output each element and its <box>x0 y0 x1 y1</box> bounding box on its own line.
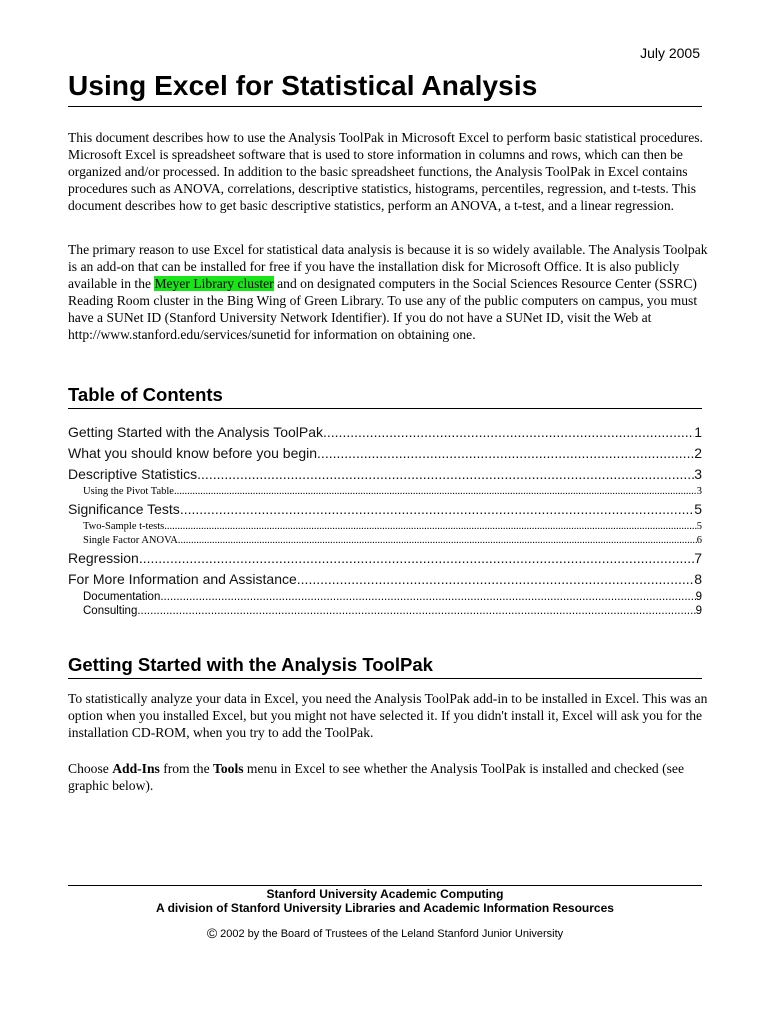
copyright-icon: © <box>206 925 218 941</box>
document-title: Using Excel for Statistical Analysis <box>68 70 538 101</box>
footer-rule <box>68 885 702 886</box>
footer-copyright <box>68 925 702 942</box>
getting-started-paragraph-2: Choose Add-Ins from the Tools menu in Excel to see whether the Analysis ToolPak is installed and checked (see graphic below). <box>68 761 684 793</box>
copyright-text: 2002 by the Board of Trustees of the Leland Stanford Junior University <box>220 928 564 940</box>
toc-entry-what-to-know[interactable]: What you should know before you begin ..... 2 <box>68 443 702 464</box>
intro-paragraph-1: This document describes how to use the Analysis ToolPak in Microsoft Excel to perform basic statistical procedures. Microsoft Excel is spreadsheet software that is used to store information in columns and rows, which can then be organized and/or processed. In addition to the basic spreadsheet functions, the Analysis ToolPak in Excel contains procedures such as ANOVA, correlations, descriptive statistics, histograms, percentiles, regression, and t-tests. This document describes how to get basic descriptive statistics, perform an ANOVA, a t-test, and a linear regression. <box>68 130 703 213</box>
toc-entry-regression[interactable]: Regression ..... 7 <box>68 548 702 569</box>
intro-p2-text-after: and on designated computers in the Social Sciences Resource Center (SSRC) Reading Room cluster in the Bing Wing of Green Library. To use any of the public computers on campus, you must have a SUNet ID (Stanford University Network Identifier). If you do not have a SUNet ID, visit the Web at http://www.stanford.edu/services/sunetid for information on obtaining one. <box>68 276 698 342</box>
meyer-library-highlight: Meyer Library cluster <box>154 276 274 291</box>
tools-bold: Tools <box>213 761 244 776</box>
toc-entry-single-factor-anova[interactable]: Single Factor ANOVA ..... 6 <box>68 534 702 548</box>
getting-started-paragraph-1: To statistically analyze your data in Excel, you need the Analysis ToolPak add-in to be installed in Excel. This was an option when you installed Excel, but you might not have selected it. If you didn't install it, Excel will ask you for the installation CD-ROM, when you try to add the ToolPak. <box>68 691 708 740</box>
toc-entry-getting-started[interactable]: Getting Started with the Analysis ToolPak ..... 1 <box>68 422 702 443</box>
add-ins-bold: Add-Ins <box>112 761 160 776</box>
toc-rule <box>68 408 702 409</box>
toc-entry-descriptive-statistics[interactable]: Descriptive Statistics ..... 3 <box>68 464 702 485</box>
toc-entry-consulting[interactable]: Consulting ..... 9 <box>68 604 702 618</box>
toc-entry-two-sample-t-tests[interactable]: Two-Sample t-tests ..... 5 <box>68 520 702 534</box>
toc-entry-significance-tests[interactable]: Significance Tests ..... 5 <box>68 499 702 520</box>
section-rule <box>68 678 702 679</box>
toc-entry-pivot-table[interactable]: Using the Pivot Table ..... 3 <box>68 485 702 499</box>
footer-organization: Stanford University Academic Computing <box>266 887 504 901</box>
footer-division: A division of Stanford University Libraries and Academic Information Resources <box>156 901 614 915</box>
toc-entry-more-information[interactable]: For More Information and Assistance ..... 8 <box>68 569 702 590</box>
section-getting-started-heading: Getting Started with the Analysis ToolPak <box>68 654 433 675</box>
toc-entry-documentation[interactable]: Documentation ..... 9 <box>68 590 702 604</box>
intro-p2-text-before: The primary reason to use Excel for statistical data analysis is because it is so widely available. The Analysis Toolpak is an add-on that can be installed for free if you have the installation disk for Microsoft Office. It is also publicly available in the <box>68 242 708 291</box>
title-rule <box>68 106 702 107</box>
toc-heading: Table of Contents <box>68 384 223 405</box>
intro-paragraph-2 <box>68 241 708 343</box>
document-date: July 2005 <box>640 45 700 61</box>
table-of-contents <box>68 422 702 618</box>
